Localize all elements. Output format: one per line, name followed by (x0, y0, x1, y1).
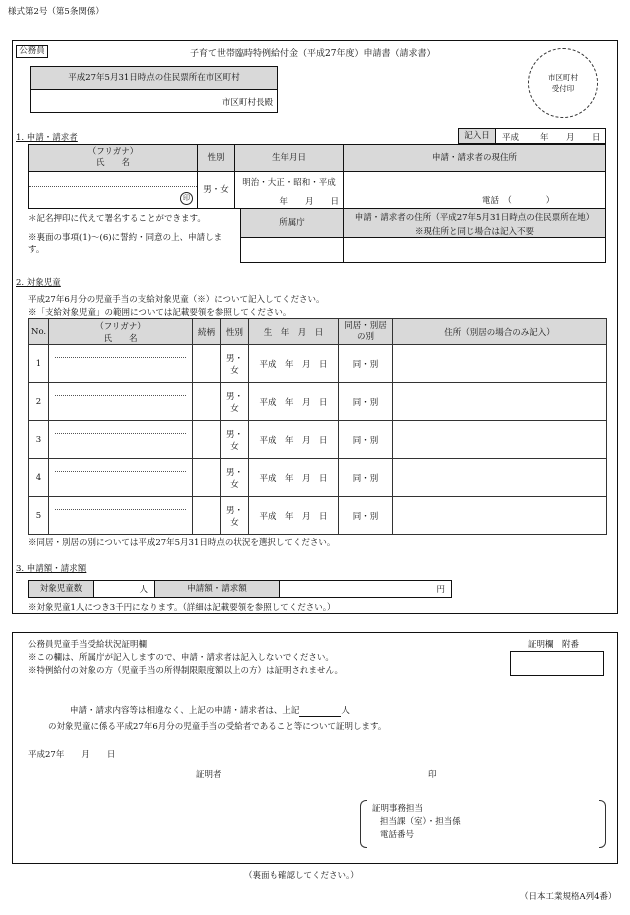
seal-mark: 印 (180, 192, 193, 205)
child-furigana-line (55, 509, 186, 510)
child-address-field[interactable] (393, 497, 607, 535)
col-name-label: 氏 名 (103, 333, 138, 344)
child-gender-select[interactable]: 男・女 (221, 383, 249, 421)
entry-date-era: 平成 (502, 133, 520, 143)
children-header-row (29, 319, 607, 345)
cert-statement1 (70, 704, 350, 717)
note-agree: ※裏面の事項(1)～(6)に誓約・同意の上、申請します。 (28, 233, 223, 255)
col-no: No. (29, 319, 49, 345)
amount-field[interactable] (279, 580, 452, 598)
section3-note: ※対象児童1人につき3千円になります。（詳細は記載要領を参照してください。） (28, 603, 336, 613)
child-furigana-line (55, 471, 186, 472)
section2-heading: 2. 対象児童 (16, 278, 61, 288)
cert-note2: ※特例給付の対象の方（児童手当の所得制限限度額以上の方）は証明されません。 (28, 666, 344, 676)
child-cohabit-select[interactable]: 同・別 (339, 345, 393, 383)
current-address-field[interactable] (343, 171, 606, 209)
child-furigana-line (55, 395, 186, 396)
bracket-left (360, 800, 367, 848)
entry-date-label: 記入日 (458, 128, 496, 144)
children-table (28, 318, 607, 535)
child-name-field[interactable] (49, 421, 193, 459)
bracket-right (599, 800, 606, 848)
child-relation-field[interactable] (193, 345, 221, 383)
child-relation-field[interactable] (193, 459, 221, 497)
gender-select[interactable]: 男・女 (197, 171, 235, 209)
table-row (29, 497, 607, 535)
name-label: 氏 名 (95, 158, 130, 168)
birth-eras: 明治・大正・昭和・平成 (242, 178, 336, 188)
applicant-name-field[interactable] (28, 171, 198, 209)
section3-heading: 3. 申請額・請求額 (16, 564, 87, 574)
child-gender-select[interactable]: 男・女 (221, 345, 249, 383)
cert-count-blank[interactable] (299, 706, 341, 717)
child-address-field[interactable] (393, 459, 607, 497)
cert-seal-label: 印 (428, 770, 437, 780)
child-name-field[interactable] (49, 459, 193, 497)
child-gender-select[interactable]: 男・女 (221, 497, 249, 535)
count-label: 対象児童数 (28, 580, 94, 598)
child-relation-field[interactable] (193, 421, 221, 459)
children-rows (29, 345, 607, 535)
row-no: 5 (29, 497, 49, 535)
entry-date-year: 年 (540, 133, 549, 143)
child-birth-field[interactable]: 平成 年 月 日 (249, 345, 339, 383)
col-cohabit-line1: 同居・別居 (344, 320, 387, 331)
receipt-stamp-circle: 市区町村 受付印 (528, 48, 598, 118)
cert-date: 平成27年 月 日 (28, 750, 116, 760)
mayor-label: 市区町村長殿 (221, 98, 273, 108)
child-furigana-line (55, 433, 186, 434)
contact-line1: 証明事務担当 (372, 804, 424, 814)
child-name-field[interactable] (49, 383, 193, 421)
footer-back-note: （裏面も確認してください。） (244, 871, 359, 881)
child-address-field[interactable] (393, 421, 607, 459)
col-cohabit (339, 319, 393, 345)
addr2-label: 申請・請求者の住所（平成27年5月31日時点の住民票所在地） (354, 213, 595, 223)
mayor-cell[interactable] (30, 89, 278, 113)
form-title: 子育て世帯臨時特例給付金（平成27年度）申請書（請求書） (190, 49, 436, 59)
col-furigana: （フリガナ） (95, 321, 146, 332)
col-name (49, 319, 193, 345)
note-seal: ＊記名押印に代えて署名することができます。 (28, 214, 206, 224)
row-no: 3 (29, 421, 49, 459)
section1-heading: 1. 申請・請求者 (16, 133, 78, 143)
cert-number-field[interactable] (510, 651, 604, 676)
contact-bracket (360, 800, 606, 846)
entry-date-month: 月 (566, 133, 575, 143)
entry-date-field[interactable] (495, 128, 606, 144)
child-birth-field[interactable]: 平成 年 月 日 (249, 383, 339, 421)
birth-header: 生年月日 (234, 144, 344, 172)
child-gender-select[interactable]: 男・女 (221, 421, 249, 459)
col-address: 住所（別居の場合のみ記入） (393, 319, 607, 345)
amount-label: 申請額・請求額 (154, 580, 280, 598)
col-cohabit-line2: の別 (356, 331, 374, 342)
child-cohabit-select[interactable]: 同・別 (339, 497, 393, 535)
col-gender: 性別 (221, 319, 249, 345)
child-birth-field[interactable]: 平成 年 月 日 (249, 421, 339, 459)
footer-size-note: （日本工業規格A列4番） (520, 892, 617, 902)
child-cohabit-select[interactable]: 同・別 (339, 421, 393, 459)
child-address-field[interactable] (393, 383, 607, 421)
table-row (29, 421, 607, 459)
address-header-cell (30, 66, 278, 90)
addr2-note: ※現住所と同じ場合は記入不要 (414, 227, 534, 237)
addr2-header (343, 208, 606, 238)
col-relation: 続柄 (193, 319, 221, 345)
child-cohabit-select[interactable]: 同・別 (339, 383, 393, 421)
child-address-field[interactable] (393, 345, 607, 383)
cert-statement2: の対象児童に係る平成27年6月分の児童手当の受給者であること等について証明します。 (48, 722, 387, 732)
yen-unit: 円 (436, 585, 445, 595)
child-name-field[interactable] (49, 345, 193, 383)
address-header: 平成27年5月31日時点の住民票所在市区町村 (68, 73, 240, 83)
count-field[interactable] (93, 580, 155, 598)
row-no: 1 (29, 345, 49, 383)
child-cohabit-select[interactable]: 同・別 (339, 459, 393, 497)
person-unit: 人 (139, 585, 148, 595)
furigana-label: （フリガナ） (87, 147, 139, 157)
birth-ymd: 年 月 日 (279, 197, 339, 207)
section2-footnote: ※同居・別居の別については平成27年5月31日時点の状況を選択してください。 (28, 538, 336, 548)
office-header: 所属庁 (240, 208, 344, 238)
gender-header: 性別 (197, 144, 235, 172)
table-row (29, 345, 607, 383)
child-name-field[interactable] (49, 497, 193, 535)
child-relation-field[interactable] (193, 497, 221, 535)
child-gender-select[interactable]: 男・女 (221, 459, 249, 497)
child-birth-field[interactable]: 平成 年 月 日 (249, 459, 339, 497)
address-header: 申請・請求者の現住所 (343, 144, 606, 172)
col-birth: 生 年 月 日 (249, 319, 339, 345)
cert-note1: ※この欄は、所属庁が記入しますので、申請・請求者は記入しないでください。 (28, 653, 334, 663)
addr2-field[interactable] (343, 237, 606, 263)
row-no: 4 (29, 459, 49, 497)
cert-statement1-tail: 人 (341, 706, 350, 716)
table-row (29, 383, 607, 421)
table-row (29, 459, 607, 497)
office-field[interactable] (240, 237, 344, 263)
cert-title: 公務員児童手当受給状況証明欄 (28, 640, 148, 650)
cert-label: 証明欄 附番 (528, 640, 580, 650)
furigana-dotted-line (29, 186, 197, 187)
entry-date-day: 日 (592, 133, 601, 143)
certifier-label: 証明者 (196, 770, 222, 780)
section2-intro1: 平成27年6月分の児童手当の支給対象児童（※）について記入してください。 (28, 295, 325, 305)
contact-line2: 担当課（室）・担当係 (380, 817, 461, 827)
contact-line3: 電話番号 (380, 830, 415, 840)
cert-statement1-text: 申請・請求内容等は相違なく、上記の申請・請求者は、上記 (70, 706, 300, 716)
official-use-tag: 公務員 (16, 45, 48, 58)
birth-field[interactable] (234, 171, 344, 209)
row-no: 2 (29, 383, 49, 421)
form-code: 様式第2号（第5条関係） (8, 7, 104, 17)
phone-label: 電話 （ ） (482, 196, 555, 206)
section2-intro2: ※「支給対象児童」の範囲については記載要領を参照してください。 (28, 308, 292, 318)
child-birth-field[interactable]: 平成 年 月 日 (249, 497, 339, 535)
applicant-name-header (28, 144, 198, 172)
child-relation-field[interactable] (193, 383, 221, 421)
child-furigana-line (55, 357, 186, 358)
